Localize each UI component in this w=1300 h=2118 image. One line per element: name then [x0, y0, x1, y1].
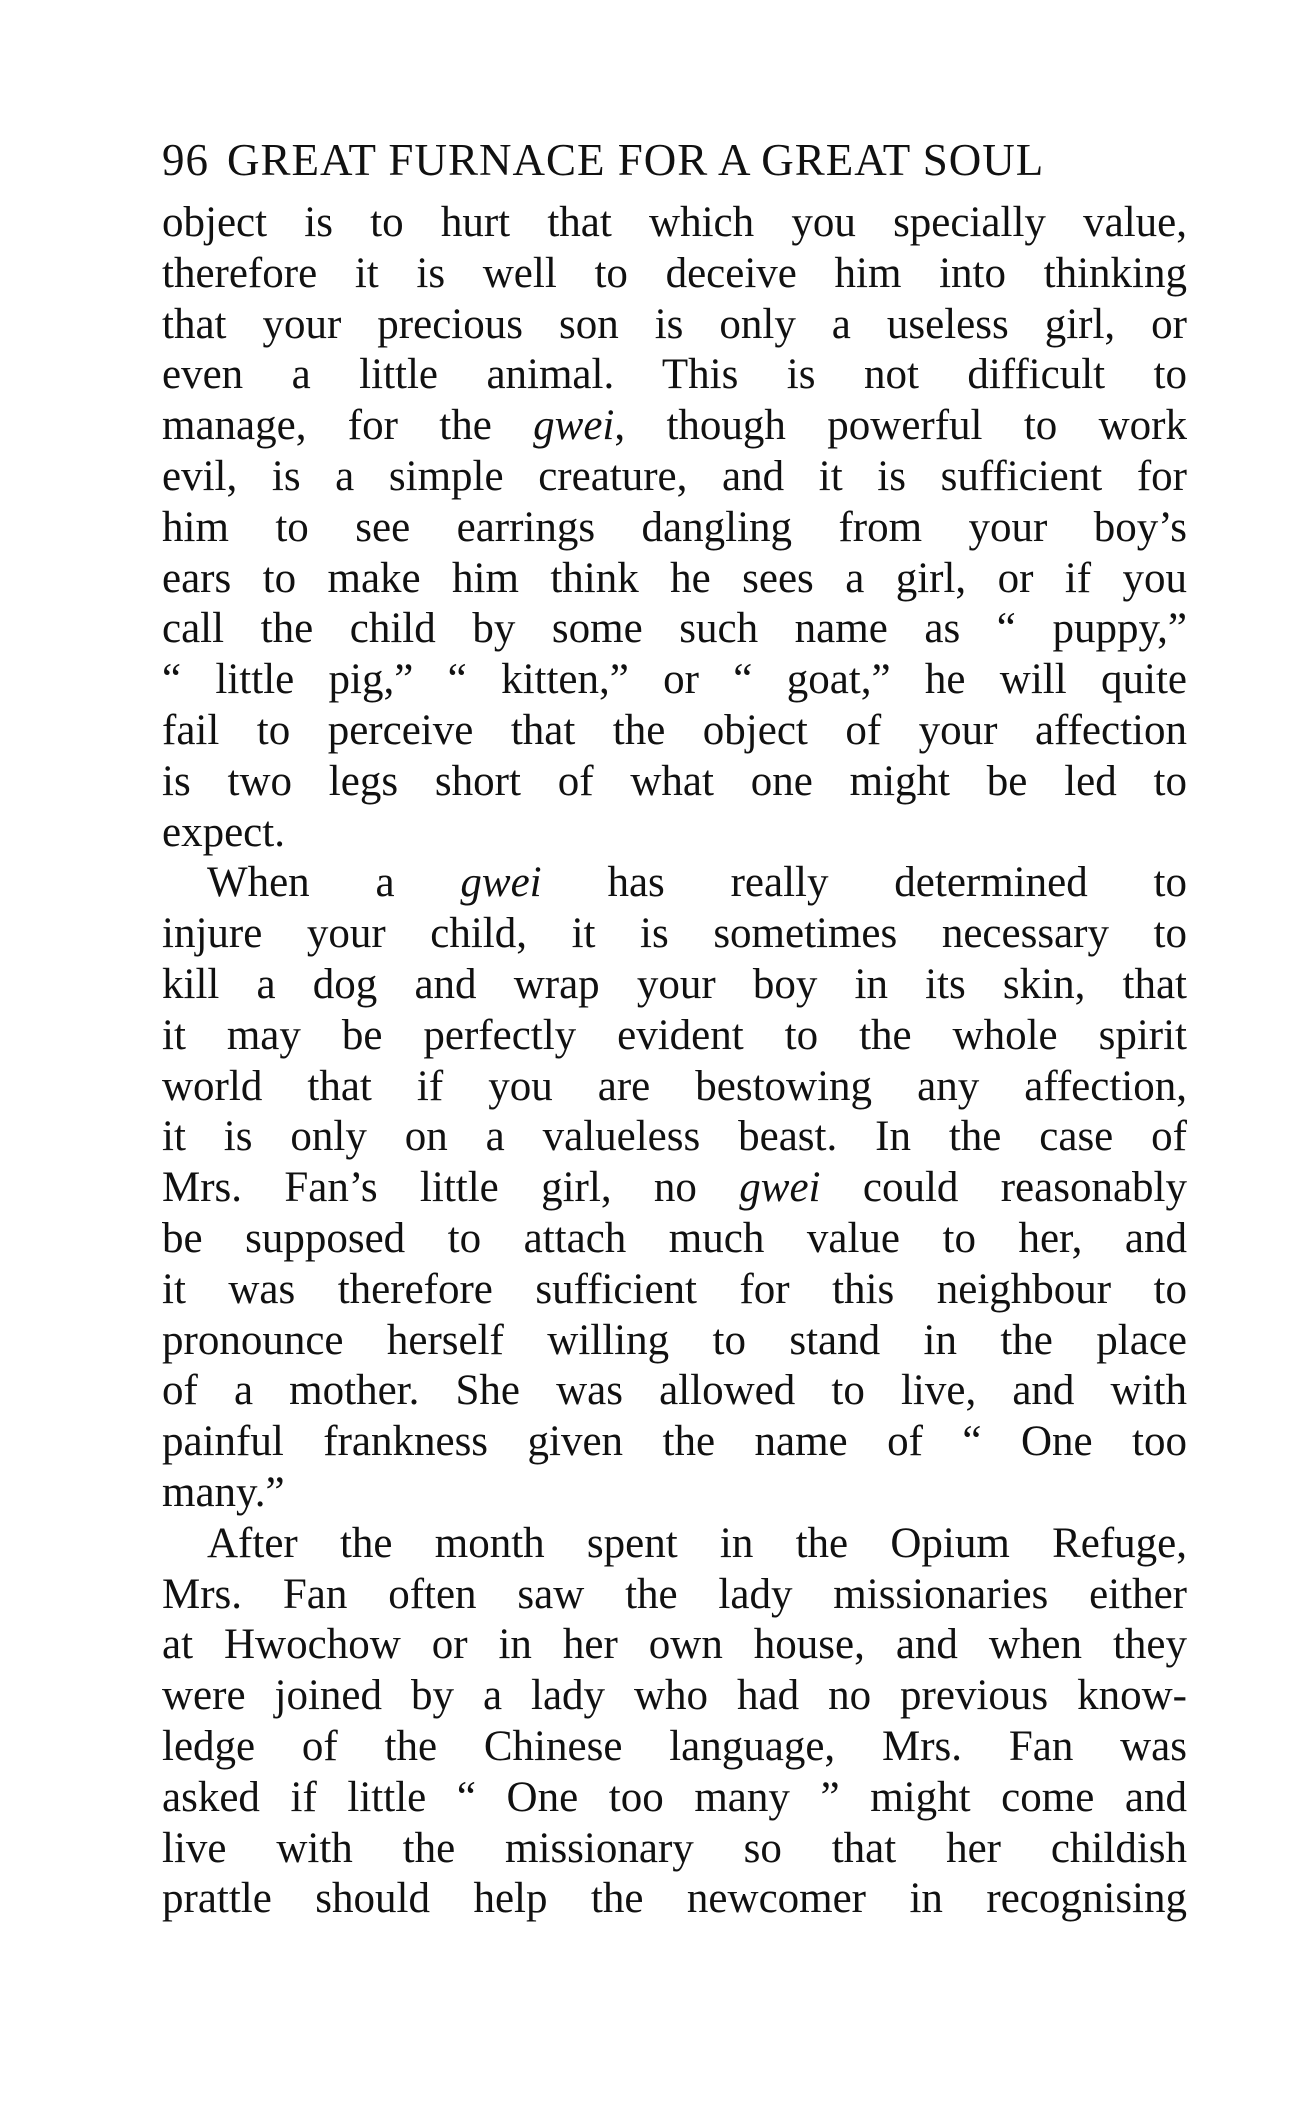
text-line: call the child by some such name as “ puppy,”	[162, 605, 1187, 653]
text-line: prattle should help the newcomer in recognising	[162, 1875, 1187, 1923]
text-line: world that if you are bestowing any affection,	[162, 1062, 1187, 1110]
italic-term: gwei	[739, 1164, 821, 1212]
text-line: it may be perfectly evident to the whole spirit	[162, 1011, 1187, 1059]
text-line: When a gwei has really determined to	[207, 859, 1187, 907]
text-line: therefore it is well to deceive him into thinking	[162, 249, 1187, 297]
text-line: painful frankness given the name of “ One too	[162, 1418, 1187, 1466]
text-line: “ little pig,” “ kitten,” or “ goat,” he will quite	[162, 656, 1187, 704]
text-line: that your precious son is only a useless girl, or	[162, 300, 1187, 348]
text-line: fail to perceive that the object of your affection	[162, 706, 1187, 754]
text-line: expect.	[162, 808, 285, 856]
text-line: many.”	[162, 1468, 285, 1516]
book-page	[162, 130, 1187, 1925]
text-line: is two legs short of what one might be led to	[162, 757, 1187, 805]
text-line: even a little animal. This is not difficult to	[162, 351, 1187, 399]
text-line: it is only on a valueless beast. In the case of	[162, 1113, 1187, 1161]
paragraph	[162, 858, 1187, 1518]
paragraph	[162, 198, 1187, 858]
text-line: ears to make him think he sees a girl, or if you	[162, 554, 1187, 602]
text-line: object is to hurt that which you specially value,	[162, 199, 1187, 246]
text-line: ledge of the Chinese language, Mrs. Fan was	[162, 1722, 1187, 1770]
text-line: Mrs. Fan often saw the lady missionaries either	[162, 1570, 1187, 1618]
text-line: After the month spent in the Opium Refuge,	[207, 1519, 1187, 1567]
text-line: pronounce herself willing to stand in the place	[162, 1316, 1187, 1364]
page-number: 96	[162, 135, 209, 185]
italic-term: gwei	[533, 402, 615, 450]
text-line: injure your child, it is sometimes necessary to	[162, 910, 1187, 958]
text-line: him to see earrings dangling from your boy’s	[162, 503, 1187, 551]
text-line: of a mother. She was allowed to live, and with	[162, 1367, 1187, 1415]
running-header	[162, 130, 1187, 190]
text-line: manage, for the gwei, though powerful to work	[162, 402, 1187, 450]
body-text	[162, 198, 1187, 1925]
text-line: evil, is a simple creature, and it is sufficient for	[162, 452, 1187, 500]
text-line: Mrs. Fan’s little girl, no gwei could reasonably	[162, 1164, 1187, 1212]
text-line: at Hwochow or in her own house, and when they	[162, 1621, 1187, 1669]
text-line: kill a dog and wrap your boy in its skin, that	[162, 960, 1187, 1008]
italic-term: gwei	[460, 859, 542, 907]
text-line: asked if little “ One too many ” might come and	[162, 1773, 1187, 1821]
running-title: GREAT FURNACE FOR A GREAT SOUL	[227, 135, 1045, 185]
text-line: were joined by a lady who had no previous know-	[162, 1672, 1187, 1720]
paragraph	[162, 1519, 1187, 1925]
text-line: live with the missionary so that her childish	[162, 1824, 1187, 1872]
text-line: it was therefore sufficient for this neighbour to	[162, 1265, 1187, 1313]
text-line: be supposed to attach much value to her, and	[162, 1214, 1187, 1262]
